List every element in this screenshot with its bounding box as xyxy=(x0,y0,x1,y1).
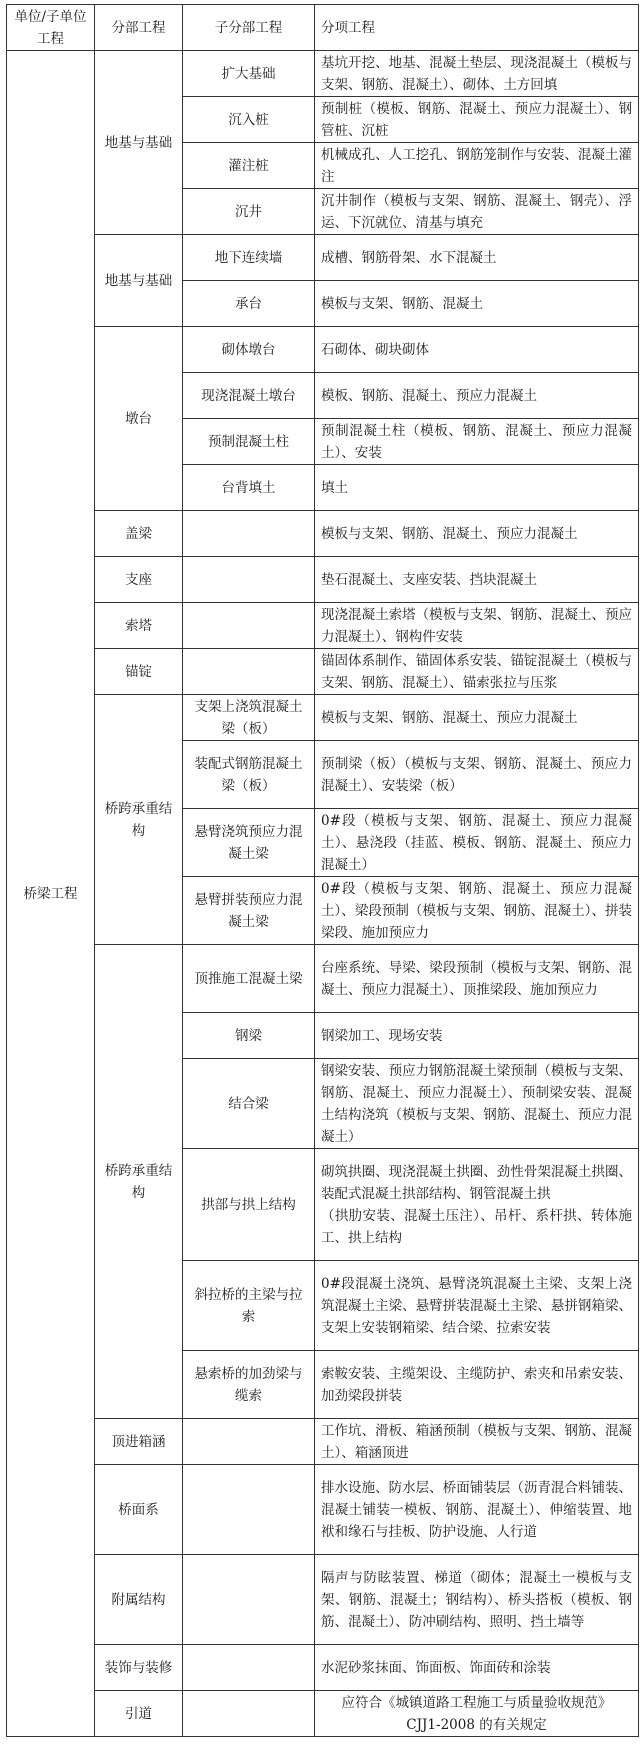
part-cell: 引道 xyxy=(95,1691,183,1737)
items-cell: 索鞍安装、主缆架设、主缆防护、索夹和吊索安装、加劲梁段拼装 xyxy=(315,1351,639,1419)
subpart-cell: 沉井 xyxy=(183,189,315,235)
subpart-cell: 悬臂拼装预应力混凝土梁 xyxy=(183,877,315,945)
subpart-cell xyxy=(183,1351,315,1419)
subpart-cell: 钢梁 xyxy=(183,1013,315,1059)
items-line: CJJ1-2008 的有关规定 xyxy=(406,1716,547,1733)
items-line: 砌筑拱圈、现浇混凝土拱圈、劲性骨架混凝土拱圈、装配式混凝土拱部结构、钢管混凝土拱 xyxy=(321,1163,632,1202)
subpart-cell xyxy=(183,1645,315,1691)
subpart-cell xyxy=(183,603,315,649)
table-row xyxy=(7,51,639,97)
table-row xyxy=(7,1645,639,1691)
items-cell: 0#段（模板与支架、钢筋、混凝土、预应力混凝土）、梁段预制（模板与支架、钢筋、混凝土）、拼装梁段、施加预应力 xyxy=(315,877,639,945)
items-cell: 垫石混凝土、支座安装、挡块混凝土 xyxy=(315,557,639,603)
subpart-cell xyxy=(183,1465,315,1555)
subpart-cell xyxy=(183,1419,315,1465)
items-cell: 锚固体系制作、锚固体系安装、锚锭混凝土（模板与支架、钢筋、混凝土）、锚索张拉与压浆 xyxy=(315,649,639,695)
items-cell: 水泥砂浆抹面、饰面板、饰面砖和涂装 xyxy=(315,1645,639,1691)
items-cell xyxy=(315,1149,639,1261)
subpart-cell xyxy=(183,557,315,603)
subpart-cell: 顶推施工混凝土梁 xyxy=(183,945,315,1013)
part-cell: 支座 xyxy=(95,557,183,603)
subpart-cell: 装配式钢筋混凝土梁（板） xyxy=(183,741,315,809)
subpart-cell: 沉入桩 xyxy=(183,97,315,143)
subpart-cell: 承台 xyxy=(183,281,315,327)
subpart-cell xyxy=(183,1691,315,1737)
items-cell: 石砌体、砌块砌体 xyxy=(315,327,639,373)
items-cell: 台座系统、导梁、梁段预制（模板与支架、钢筋、混凝土、预应力混凝土）、顶推梁段、施加预应力 xyxy=(315,945,639,1013)
table-row xyxy=(7,649,639,695)
table-row xyxy=(7,603,639,649)
table-row xyxy=(7,1465,639,1555)
subpart-cell xyxy=(183,1555,315,1645)
part-cell: 地基与基础 xyxy=(95,51,183,235)
items-cell: 沉井制作（模板与支架、钢筋、混凝土、钢壳）、浮运、下沉就位、清基与填充 xyxy=(315,189,639,235)
subpart-cell: 悬臂浇筑预应力混凝土梁 xyxy=(183,809,315,877)
part-cell: 顶进箱涵 xyxy=(95,1419,183,1465)
items-cell: 钢梁加工、现场安装 xyxy=(315,1013,639,1059)
part-cell: 桥跨承重结构 xyxy=(95,695,183,945)
items-cell: 模板与支架、钢筋、混凝土、预应力混凝土 xyxy=(315,695,639,741)
items-line: （拱肋安装、混凝土压注）、吊杆、系杆拱、转体施工、拱上结构 xyxy=(321,1207,632,1246)
items-cell: 0#段混凝土浇筑、悬臂浇筑混凝土主梁、支架上浇筑混凝土主梁、悬臂拼装混凝土主梁、悬拼钢箱梁、支架上安装钢箱梁、结合梁、拉索安装 xyxy=(315,1261,639,1351)
part-cell: 地基与基础 xyxy=(95,235,183,327)
part-cell: 桥面系 xyxy=(95,1465,183,1555)
items-cell: 预制混凝土柱（模板、钢筋、混凝土、预应力混凝土）、安装 xyxy=(315,419,639,465)
part-cell: 桥跨承重结构 xyxy=(95,945,183,1419)
unit-cell: 桥梁工程 xyxy=(7,51,95,1737)
items-cell: 模板、钢筋、混凝土、预应力混凝土 xyxy=(315,373,639,419)
items-cell: 隔声与防眩装置、梯道（砌体；混凝土一模板与支架、钢筋、混凝土；钢结构）、桥头搭板（模板、钢筋、混凝土）、防冲刷结构、照明、挡土墙等 xyxy=(315,1555,639,1645)
subpart-cell: 地下连续墙 xyxy=(183,235,315,281)
items-cell: 钢梁安装、预应力钢筋混凝土梁预制（模板与支架、钢筋、混凝土、预应力混凝土）、预制梁安装、混凝土结构浇筑（模板与支架、钢筋、混凝土、预应力混凝土） xyxy=(315,1059,639,1149)
items-cell: 基坑开挖、地基、混凝土垫层、现浇混凝土（模板与支架、钢筋、混凝土）、砌体、土方回填 xyxy=(315,51,639,97)
table-row xyxy=(7,695,639,741)
part-cell: 装饰与装修 xyxy=(95,1645,183,1691)
table-row xyxy=(7,557,639,603)
table-header-row xyxy=(7,5,639,51)
items-cell: 模板与支架、钢筋、混凝土、预应力混凝土 xyxy=(315,511,639,557)
header-part: 分部工程 xyxy=(95,5,183,51)
part-cell: 锚锭 xyxy=(95,649,183,695)
header-items: 分项工程 xyxy=(315,5,639,51)
table-row xyxy=(7,327,639,373)
subpart-cell: 支架上浇筑混凝土梁（板） xyxy=(183,695,315,741)
subpart-cell: 扩大基础 xyxy=(183,51,315,97)
items-cell: 排水设施、防水层、桥面铺装层（沥青混合料铺装、混凝土铺装一模板、钢筋、混凝土）、伸缩装置、地袱和缘石与挂板、防护设施、人行道 xyxy=(315,1465,639,1555)
items-cell: 0#段（模板与支架、钢筋、混凝土、预应力混凝土）、悬浇段（挂蓝、模板、钢筋、混凝土、预应力混凝土） xyxy=(315,809,639,877)
subpart-cell: 砌体墩台 xyxy=(183,327,315,373)
subpart-cell: 结合梁 xyxy=(183,1059,315,1149)
table-row xyxy=(7,945,639,1013)
items-cell: 工作坑、滑板、箱涵预制（模板与支架、钢筋、混凝土）、箱涵顶进 xyxy=(315,1419,639,1465)
header-unit: 单位/子单位工程 xyxy=(7,5,95,51)
items-line: 应符合《城镇道路工程施工与质量验收规范》 xyxy=(341,1694,612,1711)
part-cell: 盖梁 xyxy=(95,511,183,557)
items-cell: 成槽、钢筋骨架、水下混凝土 xyxy=(315,235,639,281)
subpart-cell: 拱部与拱上结构 xyxy=(183,1149,315,1261)
subpart-cell xyxy=(183,649,315,695)
items-cell: 现浇混凝土索塔（模板与支架、钢筋、混凝土、预应力混凝土）、钢构件安装 xyxy=(315,603,639,649)
items-cell: 预制桩（模板、钢筋、混凝土、预应力混凝土）、钢管桩、沉桩 xyxy=(315,97,639,143)
subpart-cell: 灌注桩 xyxy=(183,143,315,189)
items-cell: 模板与支架、钢筋、混凝土 xyxy=(315,281,639,327)
part-cell: 索塔 xyxy=(95,603,183,649)
part-cell: 附属结构 xyxy=(95,1555,183,1645)
table-row xyxy=(7,235,639,281)
table-row xyxy=(7,1691,639,1737)
subpart-cell: 台背填土 xyxy=(183,465,315,511)
subpart-line: 缆索 xyxy=(235,1387,262,1404)
items-cell xyxy=(315,1691,639,1737)
table-row xyxy=(7,1555,639,1645)
part-cell: 墩台 xyxy=(95,327,183,511)
items-cell: 预制梁（板）（模板与支架、钢筋、混凝土、预应力混凝土）、安装梁（板） xyxy=(315,741,639,809)
table-row xyxy=(7,511,639,557)
subpart-cell: 现浇混凝土墩台 xyxy=(183,373,315,419)
subpart-cell: 预制混凝土柱 xyxy=(183,419,315,465)
items-cell: 填土 xyxy=(315,465,639,511)
header-subpart: 子分部工程 xyxy=(183,5,315,51)
subpart-cell xyxy=(183,511,315,557)
table-row xyxy=(7,1419,639,1465)
subpart-cell: 斜拉桥的主梁与拉索 xyxy=(183,1261,315,1351)
subpart-line: 悬索桥的加劲梁与 xyxy=(194,1365,303,1382)
items-cell: 机械成孔、人工挖孔、钢筋笼制作与安装、混凝土灌注 xyxy=(315,143,639,189)
acceptance-division-table xyxy=(6,4,639,1737)
